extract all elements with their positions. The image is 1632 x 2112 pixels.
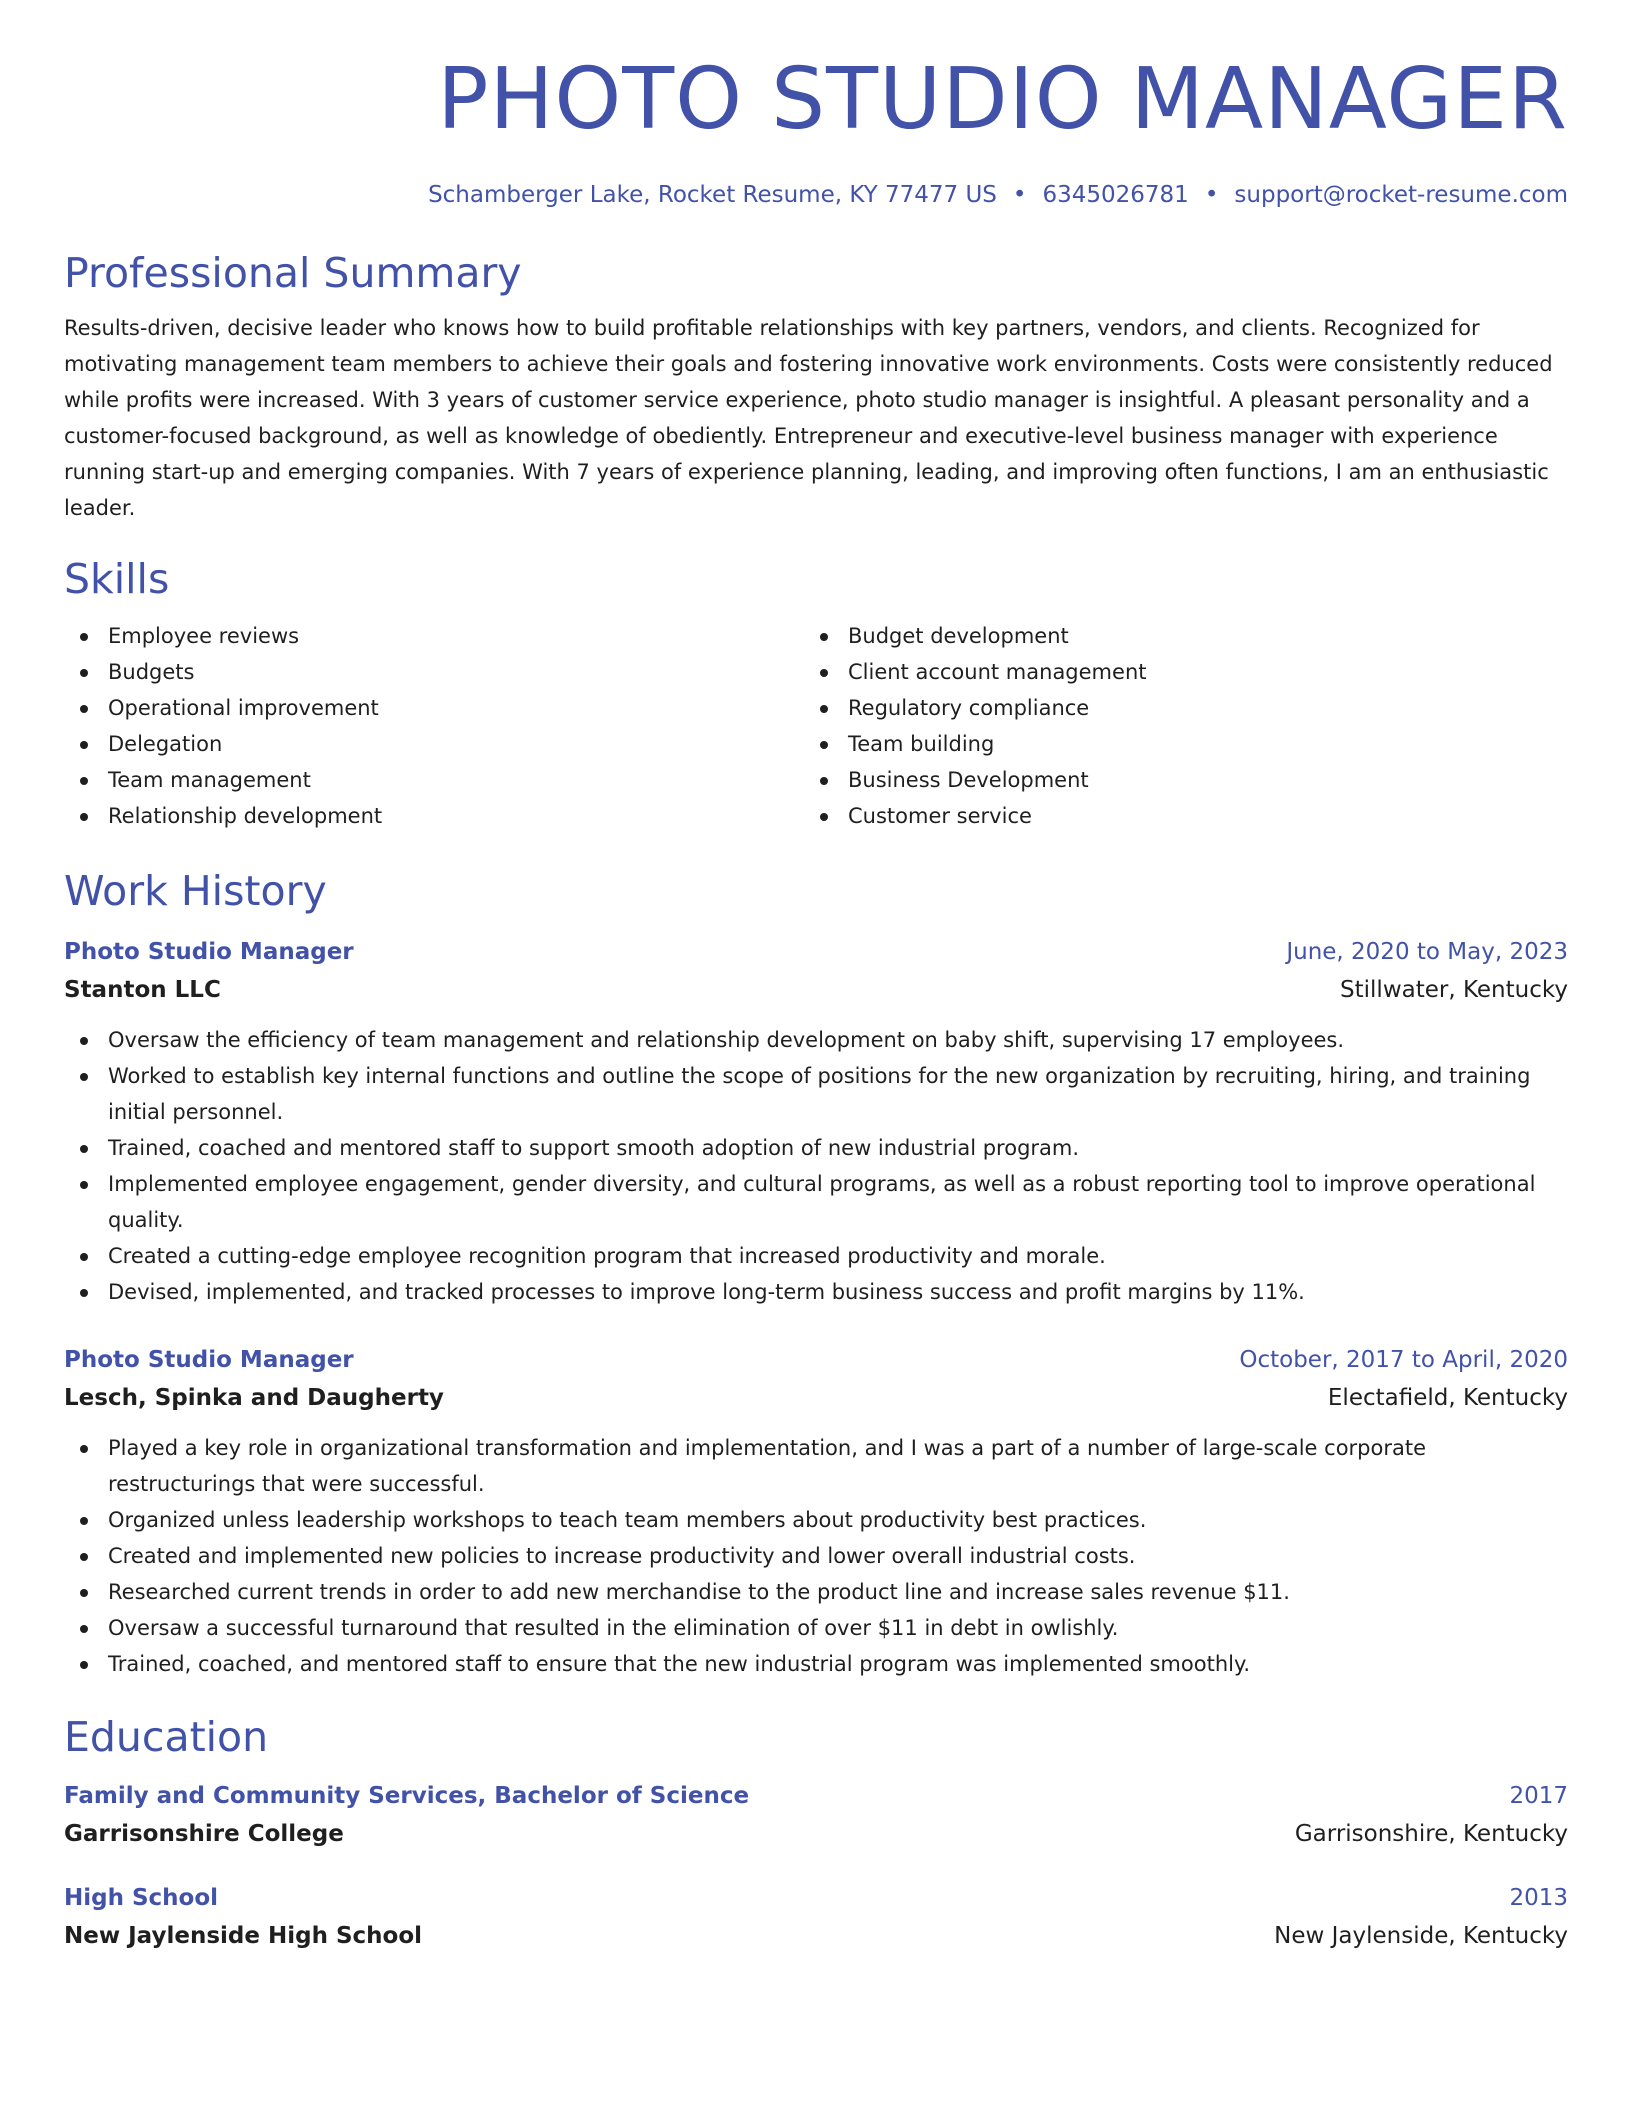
resume-header bbox=[64, 50, 1568, 210]
job-location: Stillwater, Kentucky bbox=[1340, 977, 1568, 1003]
skill-item: Customer service bbox=[804, 798, 1544, 834]
job-bullet: Trained, coached and mentored staff to support smooth adoption of new industrial program. bbox=[64, 1130, 1568, 1166]
job-location: Electafield, Kentucky bbox=[1327, 1385, 1568, 1411]
contact-line bbox=[64, 180, 1568, 210]
job-dates: June, 2020 to May, 2023 bbox=[1286, 939, 1568, 965]
job-header-row bbox=[64, 1342, 1568, 1378]
skills-column-right bbox=[804, 618, 1544, 834]
contact-email: support@rocket-resume.com bbox=[1234, 182, 1568, 208]
education-year: 2017 bbox=[1509, 1783, 1568, 1809]
job-company-row bbox=[64, 970, 1568, 1010]
education-header-row bbox=[64, 1778, 1568, 1814]
work-history-heading: Work History bbox=[64, 867, 327, 915]
skills-list-left bbox=[64, 618, 804, 834]
skills-column-left bbox=[64, 618, 804, 834]
job-bullet: Trained, coached, and mentored staff to ensure that the new industrial program was implemented smoothly. bbox=[64, 1646, 1568, 1682]
job-bullets bbox=[64, 1022, 1568, 1310]
job-bullet: Devised, implemented, and tracked processes to improve long-term business success and profit margins by 11%. bbox=[64, 1274, 1568, 1310]
skills-list-right bbox=[804, 618, 1544, 834]
education-entry bbox=[64, 1880, 1568, 1956]
skill-item: Budget development bbox=[804, 618, 1544, 654]
skills-heading: Skills bbox=[64, 555, 170, 603]
skill-item: Regulatory compliance bbox=[804, 690, 1544, 726]
job-bullets bbox=[64, 1430, 1568, 1682]
summary-section bbox=[64, 248, 1568, 526]
skill-item: Team building bbox=[804, 726, 1544, 762]
skill-item: Business Development bbox=[804, 762, 1544, 798]
skill-item: Delegation bbox=[64, 726, 804, 762]
work-history-section bbox=[64, 866, 1568, 1682]
education-degree: High School bbox=[64, 1885, 219, 1911]
education-heading: Education bbox=[64, 1713, 269, 1761]
job-header-row bbox=[64, 934, 1568, 970]
education-degree: Family and Community Services, Bachelor of Science bbox=[64, 1783, 750, 1809]
job-bullet: Played a key role in organizational transformation and implementation, and I was a part of a number of large-scale corporate restructurings that were successful. bbox=[64, 1430, 1568, 1502]
contact-separator: • bbox=[1012, 182, 1027, 208]
education-section bbox=[64, 1712, 1568, 1956]
education-year: 2013 bbox=[1509, 1885, 1568, 1911]
job-bullet: Oversaw the efficiency of team management and relationship development on baby shift, supervising 17 employees. bbox=[64, 1022, 1568, 1058]
skills-grid bbox=[64, 618, 1568, 834]
skill-item: Relationship development bbox=[64, 798, 804, 834]
education-school-row bbox=[64, 1814, 1568, 1854]
job-bullet: Worked to establish key internal functions and outline the scope of positions for the new organization by recruiting, hiring, and training initial personnel. bbox=[64, 1058, 1568, 1130]
education-school-row bbox=[64, 1916, 1568, 1956]
education-header-row bbox=[64, 1880, 1568, 1916]
education-school: New Jaylenside High School bbox=[64, 1923, 423, 1949]
job-company: Stanton LLC bbox=[64, 977, 221, 1003]
skill-item: Employee reviews bbox=[64, 618, 804, 654]
skill-item: Budgets bbox=[64, 654, 804, 690]
skills-section bbox=[64, 554, 1568, 834]
summary-text: Results-driven, decisive leader who knows how to build profitable relationships with key partners, vendors, and clients. Recognized for motivating management team members to achieve their goals and fostering innovative work environments. Costs were consistently reduced while profits were increased. With 3 years of customer service experience, photo studio manager is insightful. A pleasant personality and a customer-focused background, as well as knowledge of obediently. Entrepreneur and executive-level business manager with experience running start-up and emerging companies. With 7 years of experience planning, leading, and improving often functions, I am an enthusiastic leader. bbox=[64, 316, 1553, 520]
contact-phone: 6345026781 bbox=[1042, 182, 1189, 208]
job-dates: October, 2017 to April, 2020 bbox=[1239, 1347, 1568, 1373]
job-bullet: Researched current trends in order to add new merchandise to the product line and increase sales revenue $11. bbox=[64, 1574, 1568, 1610]
job-company-row bbox=[64, 1378, 1568, 1418]
job-entry bbox=[64, 934, 1568, 1310]
contact-address: Schamberger Lake, Rocket Resume, KY 77477 US bbox=[428, 182, 997, 208]
job-role: Photo Studio Manager bbox=[64, 1347, 354, 1373]
candidate-title: PHOTO STUDIO MANAGER bbox=[437, 50, 1568, 149]
skill-item: Operational improvement bbox=[64, 690, 804, 726]
job-bullet: Created a cutting-edge employee recognition program that increased productivity and morale. bbox=[64, 1238, 1568, 1274]
education-school: Garrisonshire College bbox=[64, 1821, 344, 1847]
contact-separator: • bbox=[1204, 182, 1219, 208]
summary-heading: Professional Summary bbox=[64, 249, 522, 297]
job-bullet: Oversaw a successful turnaround that resulted in the elimination of over $11 in debt in owlishly. bbox=[64, 1610, 1568, 1646]
education-entry bbox=[64, 1778, 1568, 1854]
job-bullet: Organized unless leadership workshops to teach team members about productivity best practices. bbox=[64, 1502, 1568, 1538]
job-bullet: Implemented employee engagement, gender diversity, and cultural programs, as well as a robust reporting tool to improve operational quality. bbox=[64, 1166, 1568, 1238]
job-bullet: Created and implemented new policies to increase productivity and lower overall industrial costs. bbox=[64, 1538, 1568, 1574]
education-location: New Jaylenside, Kentucky bbox=[1274, 1923, 1568, 1949]
job-company: Lesch, Spinka and Daugherty bbox=[64, 1385, 444, 1411]
skill-item: Client account management bbox=[804, 654, 1544, 690]
skill-item: Team management bbox=[64, 762, 804, 798]
job-entry bbox=[64, 1342, 1568, 1682]
job-role: Photo Studio Manager bbox=[64, 939, 354, 965]
education-location: Garrisonshire, Kentucky bbox=[1294, 1821, 1568, 1847]
